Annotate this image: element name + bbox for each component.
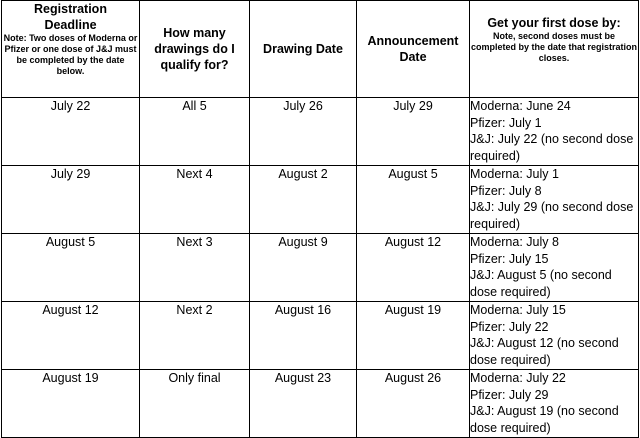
table-row — [2, 166, 639, 234]
jj-dose-date: J&J: July 22 (no second dose required) — [470, 132, 634, 163]
header-drawings — [140, 1, 250, 98]
deadline-cell: July 29 — [2, 166, 140, 234]
deadline-cell: August 12 — [2, 302, 140, 370]
pfizer-dose-date: Pfizer: July 29 — [470, 387, 549, 402]
drawing-date-cell: August 23 — [250, 370, 357, 438]
table-row — [2, 370, 639, 438]
drawings-cell: Next 3 — [140, 234, 250, 302]
header-announcement-date — [357, 1, 470, 98]
deadline-cell: July 22 — [2, 98, 140, 166]
header-announcement-date-label: Announcement Date — [367, 34, 459, 64]
announcement-date-cell: July 29 — [357, 98, 470, 166]
pfizer-dose-date: Pfizer: July 22 — [470, 319, 549, 334]
announcement-date-cell: August 5 — [357, 166, 470, 234]
header-registration-note: Note: Two doses of Moderna or Pfizer or one dose of J&J must be completed by the date below. — [3, 33, 138, 76]
drawing-date-cell: August 16 — [250, 302, 357, 370]
pfizer-dose-date: Pfizer: July 1 — [470, 115, 542, 130]
drawing-date-cell: August 2 — [250, 166, 357, 234]
drawings-cell: Next 2 — [140, 302, 250, 370]
moderna-dose-date: Moderna: June 24 — [470, 99, 571, 113]
deadline-cell: August 19 — [2, 370, 140, 438]
moderna-dose-date: Moderna: July 15 — [470, 303, 566, 317]
drawings-cell: Only final — [140, 370, 250, 438]
pfizer-dose-date: Pfizer: July 8 — [470, 183, 542, 198]
header-drawing-date-label: Drawing Date — [263, 42, 343, 56]
header-registration-title-line1: Registration — [34, 2, 107, 16]
table-row — [2, 234, 639, 302]
header-drawings-label: How many drawings do I qualify for? — [154, 26, 235, 72]
first-dose-cell — [470, 234, 639, 302]
announcement-date-cell: August 19 — [357, 302, 470, 370]
first-dose-cell — [470, 166, 639, 234]
first-dose-cell — [470, 370, 639, 438]
drawing-date-cell: August 9 — [250, 234, 357, 302]
header-first-dose-note: Note, second doses must be completed by the date that registration closes. — [470, 31, 638, 63]
pfizer-dose-date: Pfizer: July 15 — [470, 251, 549, 266]
announcement-date-cell: August 12 — [357, 234, 470, 302]
header-registration-deadline — [2, 1, 140, 98]
announcement-date-cell: August 26 — [357, 370, 470, 438]
table-row — [2, 98, 639, 166]
table-row — [2, 302, 639, 370]
header-row — [2, 1, 639, 98]
drawing-date-cell: July 26 — [250, 98, 357, 166]
first-dose-cell — [470, 302, 639, 370]
header-registration-title-line2: Deadline — [44, 18, 97, 32]
moderna-dose-date: Moderna: July 1 — [470, 167, 559, 181]
moderna-dose-date: Moderna: July 22 — [470, 371, 566, 385]
drawings-cell: Next 4 — [140, 166, 250, 234]
moderna-dose-date: Moderna: July 8 — [470, 235, 559, 249]
jj-dose-date: J&J: July 29 (no second dose required) — [470, 200, 634, 231]
jj-dose-date: J&J: August 5 (no second dose required) — [470, 268, 612, 299]
jj-dose-date: J&J: August 12 (no second dose required) — [470, 336, 619, 367]
header-first-dose — [470, 1, 639, 98]
deadline-cell: August 5 — [2, 234, 140, 302]
drawings-cell: All 5 — [140, 98, 250, 166]
header-drawing-date — [250, 1, 357, 98]
header-first-dose-title: Get your first dose by: — [487, 16, 621, 30]
jj-dose-date: J&J: August 19 (no second dose required) — [470, 404, 619, 435]
first-dose-cell — [470, 98, 639, 166]
vaccine-lottery-schedule-table — [1, 0, 639, 438]
